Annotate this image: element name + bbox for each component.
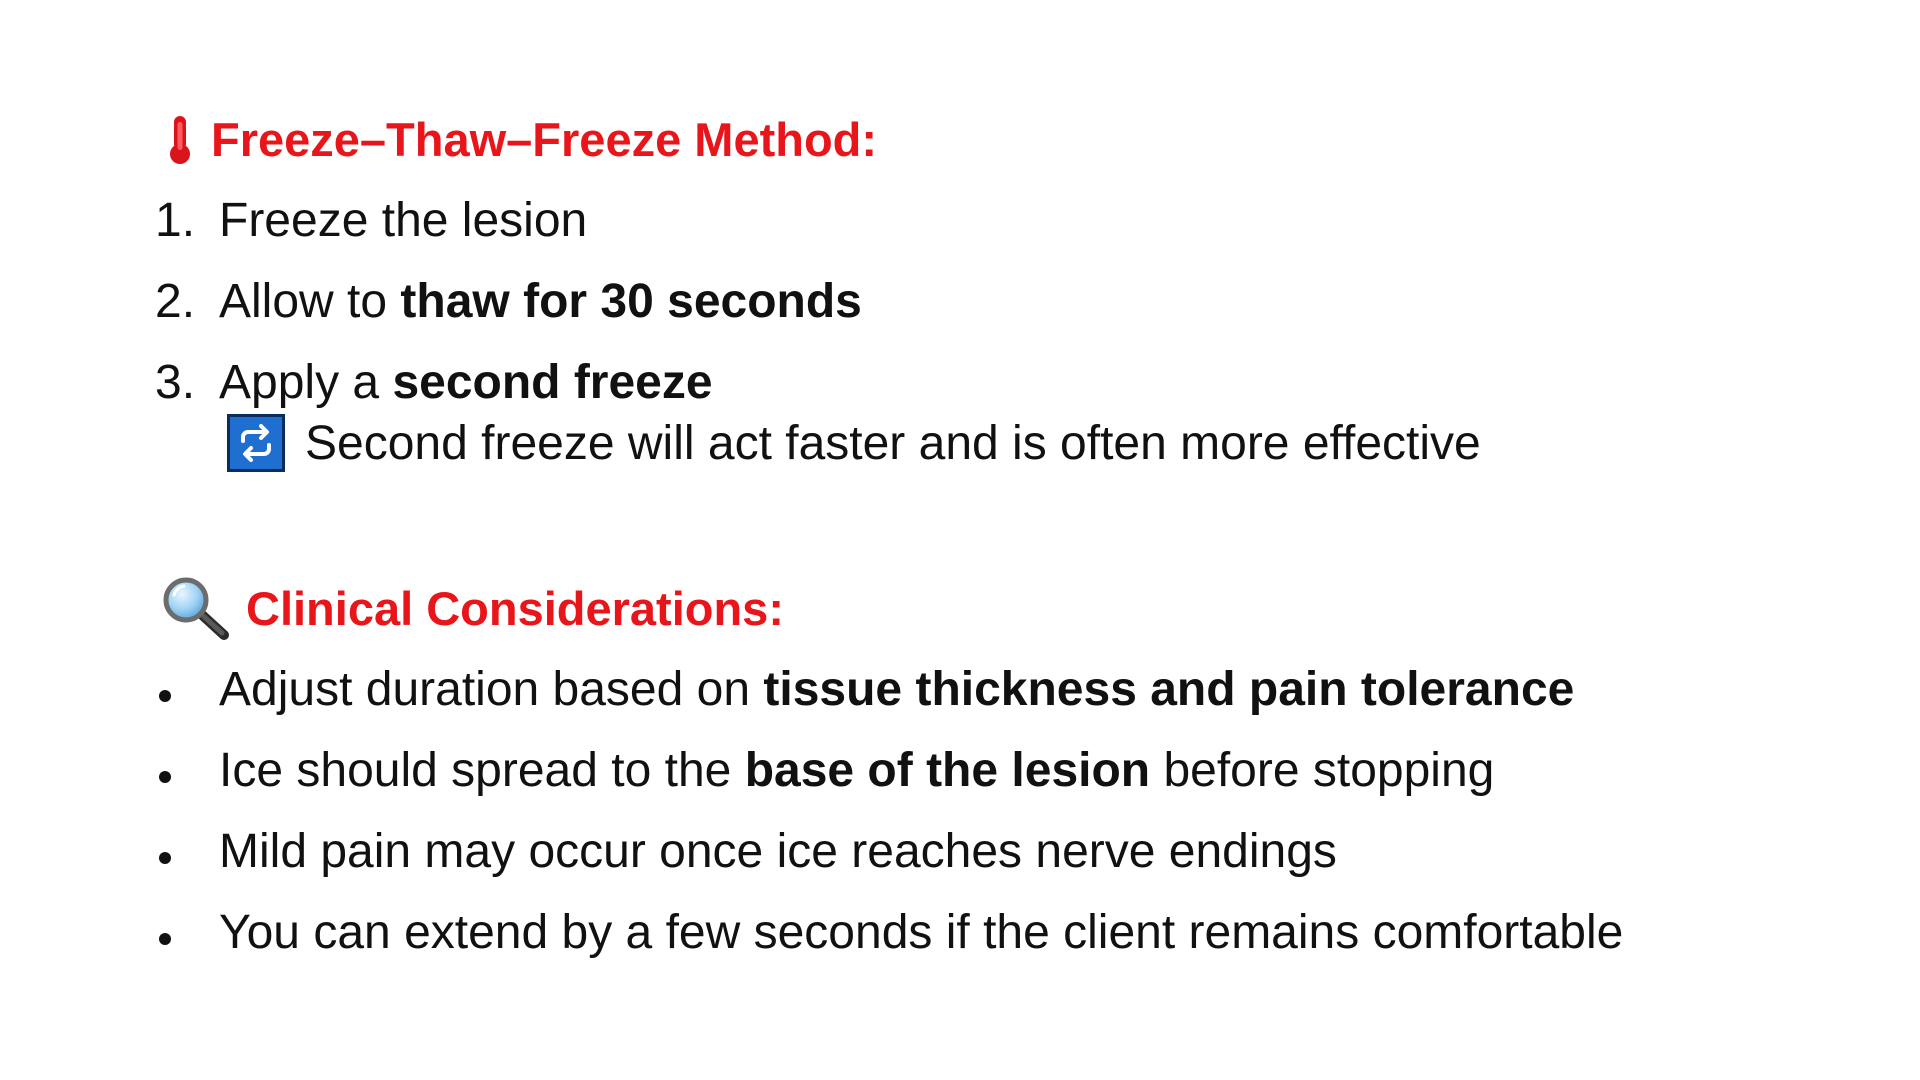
step-number: 2. <box>155 275 196 328</box>
bullet-icon <box>159 933 171 945</box>
step-text-bold: second freeze <box>392 356 713 409</box>
step-text-bold: thaw for 30 seconds <box>400 275 862 328</box>
bullet-icon <box>159 690 171 702</box>
thermometer-icon <box>163 114 197 166</box>
repeat-icon <box>227 414 285 472</box>
bullet-icon <box>159 852 171 864</box>
step-text-plain: Allow to <box>219 275 401 328</box>
section-title: Clinical Considerations: <box>246 581 784 635</box>
bullet-text-bold: tissue thickness and pain tolerance <box>763 663 1575 716</box>
section-heading-clinical <box>160 575 784 641</box>
bullet-text-plain: You can extend by a few seconds if the client remains comfortable <box>219 906 1624 959</box>
section-title: Freeze–Thaw–Freeze Method: <box>211 113 878 166</box>
step-text <box>219 193 587 248</box>
step-text <box>219 274 862 329</box>
bullet-text-plain: Ice should spread to the <box>219 744 745 797</box>
bullet-text-bold: base of the lesion <box>744 744 1151 797</box>
step-text-plain: Freeze the lesion <box>219 194 588 247</box>
bullet-text <box>219 743 1494 798</box>
step-number: 1. <box>155 194 196 247</box>
note-text: Second freeze will act faster and is often more effective <box>305 416 1481 470</box>
bullet-text <box>219 905 1623 960</box>
magnifying-glass-icon <box>160 575 232 641</box>
bullet-text <box>219 824 1337 879</box>
bullet-text-plain-after: before stopping <box>1150 744 1495 797</box>
bullet-text-plain: Adjust duration based on <box>219 663 764 716</box>
step-note <box>227 414 1481 472</box>
bullet-icon <box>159 771 171 783</box>
step-number: 3. <box>155 356 196 409</box>
step-text <box>219 355 713 410</box>
bullet-text-plain: Mild pain may occur once ice reaches nerve endings <box>219 825 1337 878</box>
step-text-plain: Apply a <box>219 356 393 409</box>
section-heading-freeze-thaw <box>163 112 877 167</box>
bullet-text <box>219 662 1574 717</box>
